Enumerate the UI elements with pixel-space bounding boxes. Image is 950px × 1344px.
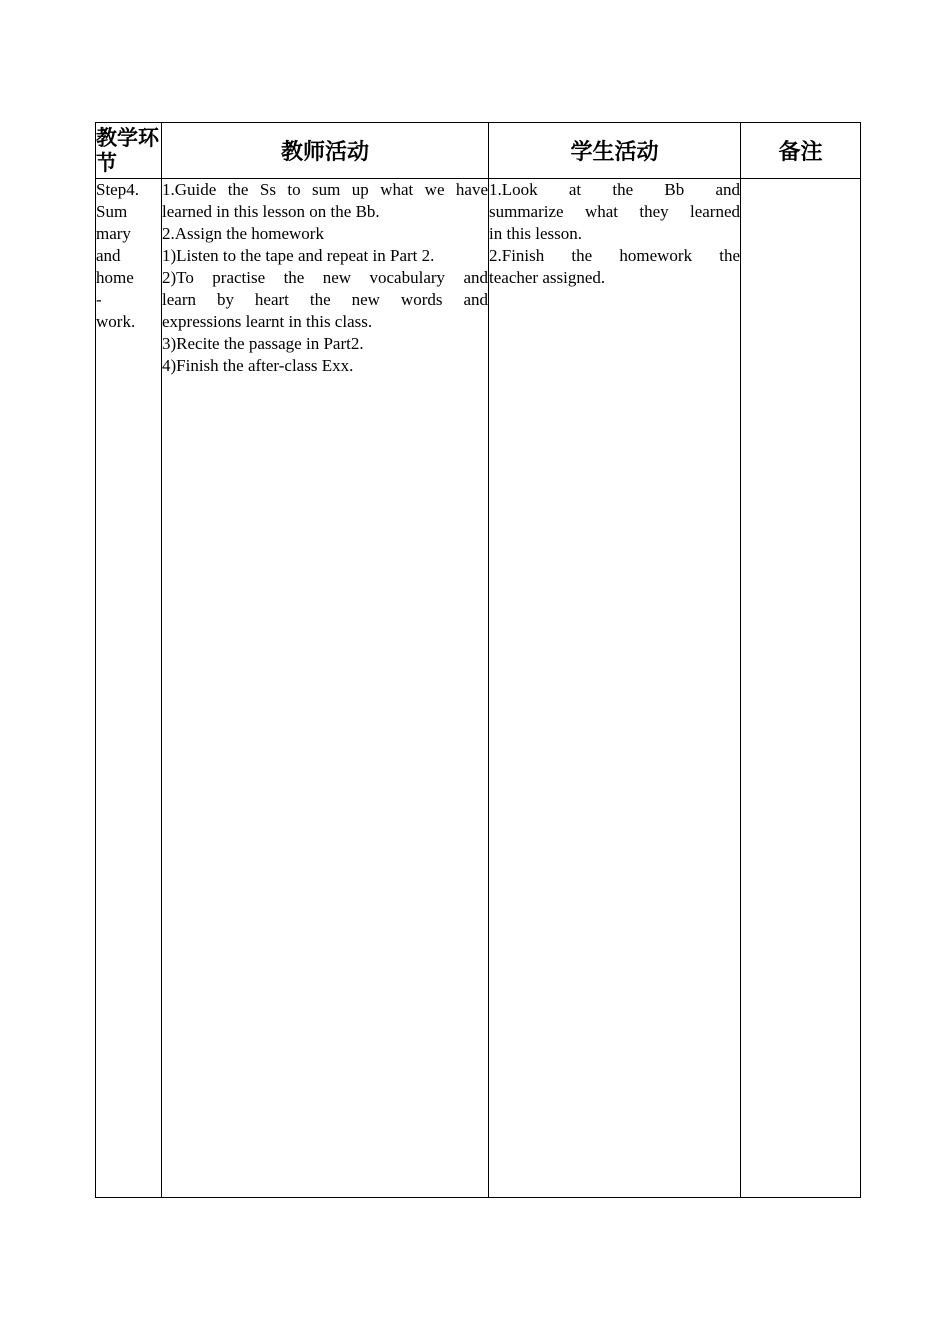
- stage-line: and: [96, 246, 121, 265]
- teacher-line: expressions learnt in this class.: [162, 312, 373, 331]
- teacher-line: 1)Listen to the tape and repeat in Part 2.: [162, 246, 435, 265]
- stage-line: Step4.: [96, 180, 139, 199]
- student-line: teacher assigned.: [489, 268, 606, 287]
- teacher-line: 2)To practise the new vocabulary and: [162, 268, 488, 287]
- teacher-line: learn by heart the new words and: [162, 290, 488, 309]
- teacher-activity-cell: [162, 179, 489, 1198]
- teacher-line: learned in this lesson on the Bb.: [162, 202, 380, 221]
- header-notes: 备注: [741, 123, 861, 179]
- header-teacher-activity: 教师活动: [162, 123, 489, 179]
- stage-line: mary: [96, 224, 131, 243]
- table-row: [96, 179, 861, 1198]
- stage-line: Sum: [96, 202, 128, 221]
- teacher-line: 2.Assign the homework: [162, 224, 324, 243]
- header-stage: 教学环节: [96, 123, 162, 179]
- lesson-plan-table: [95, 122, 861, 1198]
- student-line: 1.Look at the Bb and: [489, 180, 740, 199]
- notes-cell: [741, 179, 861, 1198]
- stage-line: work.: [96, 312, 136, 331]
- stage-line: -: [96, 290, 102, 309]
- header-student-activity: 学生活动: [489, 123, 741, 179]
- student-activity-cell: [489, 179, 741, 1198]
- stage-cell: [96, 179, 162, 1198]
- student-line: in this lesson.: [489, 224, 583, 243]
- student-line: summarize what they learned: [489, 202, 740, 221]
- stage-line: home: [96, 268, 134, 287]
- header-row: [96, 123, 861, 179]
- teacher-line: 1.Guide the Ss to sum up what we have: [162, 180, 488, 199]
- teacher-line: 4)Finish the after-class Exx.: [162, 356, 354, 375]
- student-line: 2.Finish the homework the: [489, 246, 740, 265]
- teacher-line: 3)Recite the passage in Part2.: [162, 334, 364, 353]
